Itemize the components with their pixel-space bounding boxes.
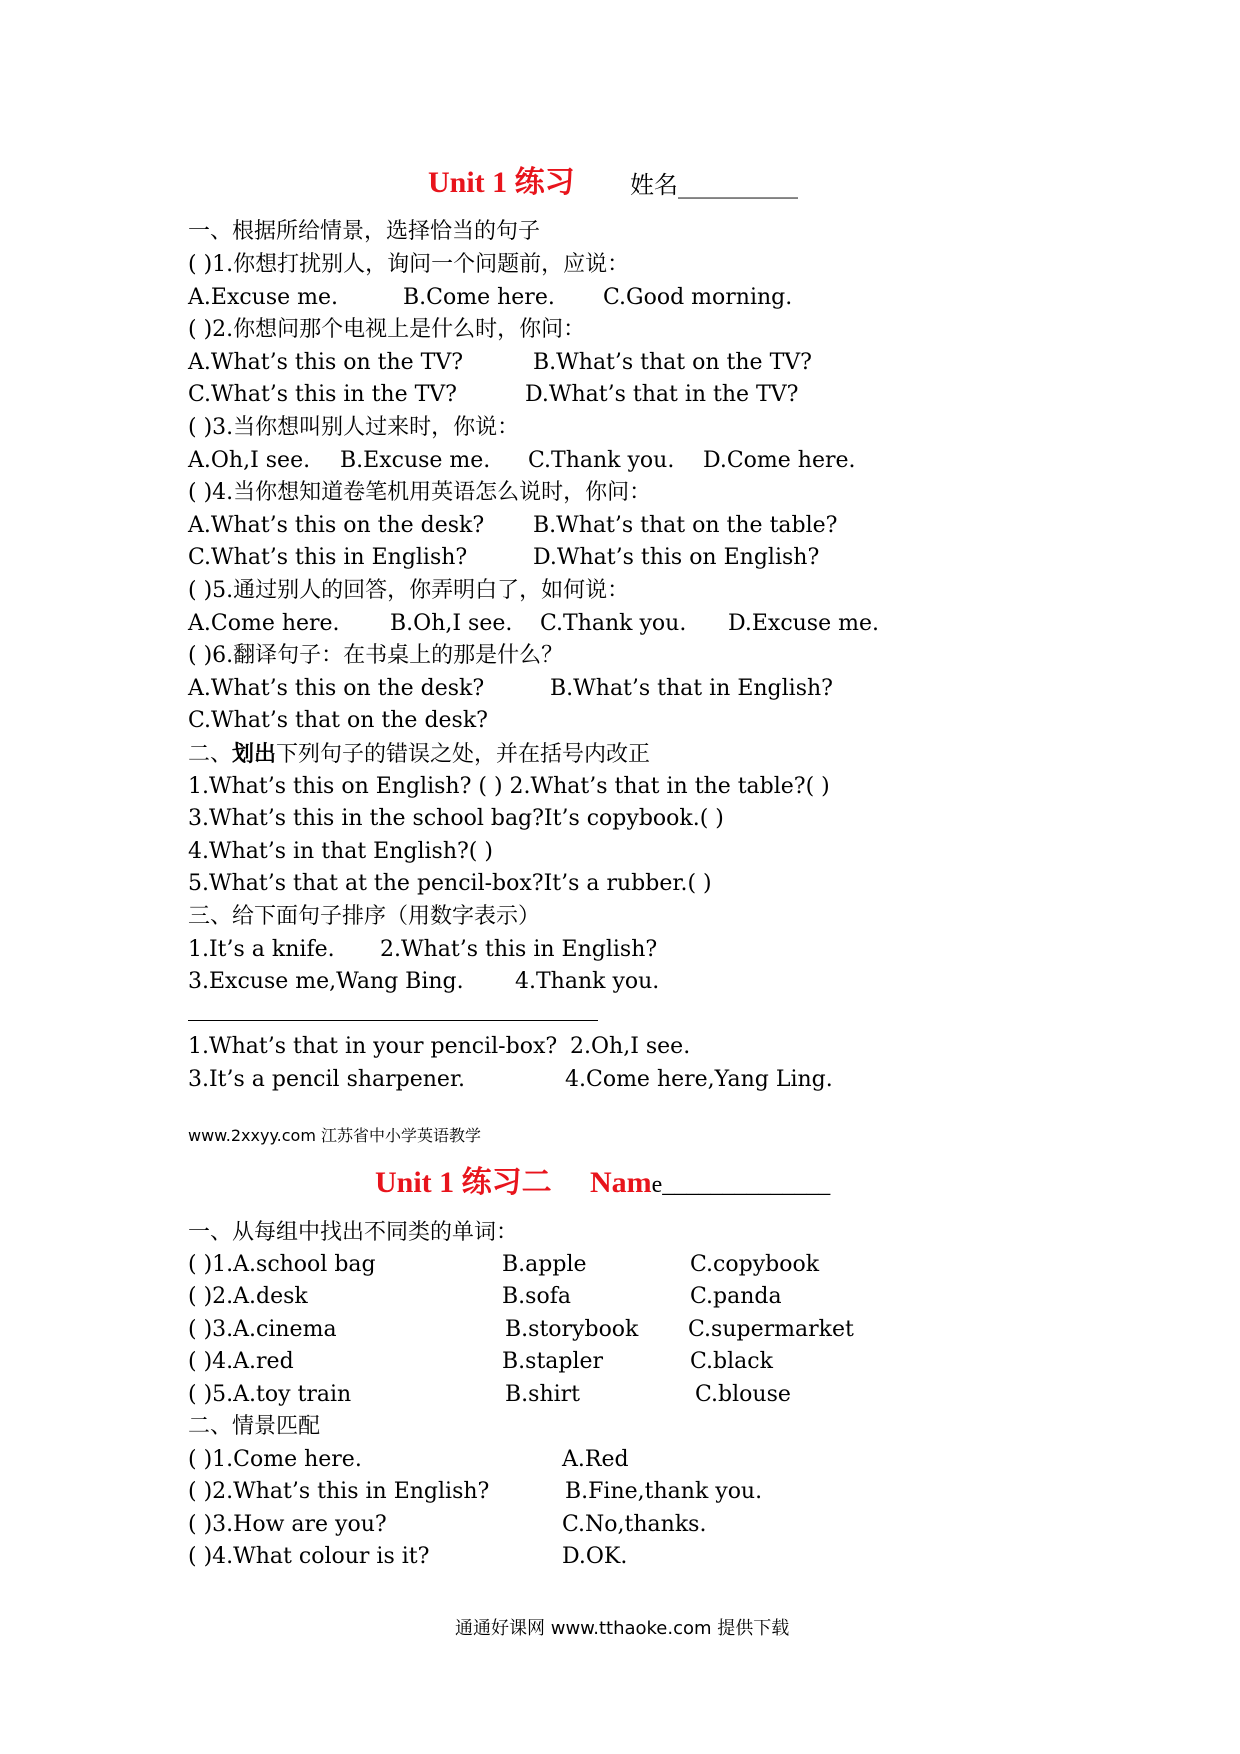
q3-option-d: D.Come here.: [703, 448, 856, 473]
page1-title: Unit 1 练习: [428, 166, 575, 199]
sec3-item-4: 4.Thank you.: [515, 969, 660, 994]
word-row-5-c: C.blouse: [695, 1382, 791, 1407]
page2-name-field: [590, 1165, 830, 1203]
sec2-heading-post: 下列句子的错误之处，并在括号内改正: [276, 742, 651, 767]
word-row-5-b: B.shirt: [505, 1382, 581, 1407]
footer-download-note: 通通好课网 www.tthaoke.com 提供下载: [455, 1618, 790, 1639]
q4-option-b: B.What’s that on the table?: [533, 513, 838, 538]
match-a-4: D.OK.: [562, 1544, 628, 1569]
q5-option-a: A.Come here.: [188, 611, 340, 636]
word-row-4-c: C.black: [690, 1349, 773, 1374]
q3-prompt: ( )3.当你想叫别人过来时，你说：: [188, 415, 520, 440]
q3-option-b: B.Excuse me.: [340, 448, 491, 473]
sec2-item-1-2: 1.What’s this on English? ( ) 2.What’s that in the table?( ): [188, 774, 830, 799]
q4-option-a: A.What’s this on the desk?: [188, 513, 485, 538]
word-row-1-a: ( )1.A.school bag: [188, 1252, 376, 1277]
sec2-item-5: 5.What’s that at the pencil-box?It’s a rubber.( ): [188, 871, 712, 896]
q3-option-a: A.Oh,I see.: [188, 448, 311, 473]
sec2-heading-pre: 二、: [188, 742, 233, 767]
q5-prompt: ( )5.通过别人的回答，你弄明白了，如何说：: [188, 578, 630, 603]
word-row-3-a: ( )3.A.cinema: [188, 1317, 337, 1342]
match-q-1: ( )1.Come here.: [188, 1447, 362, 1472]
q5-option-b: B.Oh,I see.: [390, 611, 513, 636]
q4-prompt: ( )4.当你想知道卷笔机用英语怎么说时，你问：: [188, 480, 652, 505]
page2-sec2-heading: 二、情景匹配: [188, 1414, 321, 1439]
sec2-item-4: 4.What’s in that English?( ): [188, 839, 493, 864]
page1-sec2-heading: [188, 739, 650, 770]
word-row-1-b: B.apple: [502, 1252, 587, 1277]
q2-option-d: D.What’s that in the TV?: [525, 382, 799, 407]
name-label-bold: Nam: [590, 1166, 652, 1199]
word-row-4-a: ( )4.A.red: [188, 1349, 294, 1374]
sec2-heading-bold: 划出: [232, 741, 277, 767]
q6-option-b: B.What’s that in English?: [550, 676, 833, 701]
q4-option-d: D.What’s this on English?: [533, 545, 820, 570]
word-row-2-c: C.panda: [690, 1284, 782, 1309]
q1-option-a: A.Excuse me.: [188, 285, 339, 310]
q1-prompt: ( )1.你想打扰别人，询问一个问题前，应说：: [188, 252, 630, 277]
q4-option-c: C.What’s this in English?: [188, 545, 468, 570]
word-row-1-c: C.copybook: [690, 1252, 820, 1277]
q2-prompt: ( )2.你想问那个电视上是什么时，你问：: [188, 317, 586, 342]
q2-option-b: B.What’s that on the TV?: [533, 350, 812, 375]
word-row-4-b: B.stapler: [502, 1349, 604, 1374]
q2-option-c: C.What’s this in the TV?: [188, 382, 457, 407]
page2-title: Unit 1 练习二: [375, 1166, 552, 1199]
sec3b-item-1: 1.What’s that in your pencil-box?: [188, 1034, 558, 1059]
sec3b-item-3: 3.It’s a pencil sharpener.: [188, 1067, 466, 1092]
page1-sec1-heading: 一、根据所给情景，选择恰当的句子: [188, 219, 541, 244]
sec2-item-3: 3.What’s this in the school bag?It’s copybook.( ): [188, 806, 724, 831]
page1-sec3-heading: 三、给下面句子排序（用数字表示）: [188, 904, 541, 929]
word-row-3-b: B.storybook: [505, 1317, 639, 1342]
sec3-item-3: 3.Excuse me,Wang Bing.: [188, 969, 464, 994]
sec3-item-1: 1.It’s a knife.: [188, 937, 335, 962]
q2-option-a: A.What’s this on the TV?: [188, 350, 464, 375]
sec3-item-2: 2.What’s this in English?: [380, 937, 658, 962]
q3-option-c: C.Thank you.: [528, 448, 675, 473]
word-row-2-a: ( )2.A.desk: [188, 1284, 308, 1309]
match-a-1: A.Red: [562, 1447, 629, 1472]
q6-prompt: ( )6.翻译句子：在书桌上的那是什么？: [188, 643, 564, 668]
word-row-5-a: ( )5.A.toy train: [188, 1382, 352, 1407]
website-note: www.2xxyy.com 江苏省中小学英语教学: [188, 1126, 481, 1145]
word-row-3-c: C.supermarket: [688, 1317, 854, 1342]
match-q-2: ( )2.What’s this in English?: [188, 1479, 490, 1504]
q6-option-a: A.What’s this on the desk?: [188, 676, 485, 701]
name-label-rest: e______________: [651, 1172, 831, 1198]
q1-option-b: B.Come here.: [403, 285, 555, 310]
sec3b-item-2: 2.Oh,I see.: [570, 1034, 691, 1059]
q5-option-d: D.Excuse me.: [728, 611, 879, 636]
q1-option-c: C.Good morning.: [603, 285, 793, 310]
page1-name-label: 姓名__________: [630, 171, 798, 199]
q5-option-c: C.Thank you.: [540, 611, 687, 636]
match-q-4: ( )4.What colour is it?: [188, 1544, 430, 1569]
match-q-3: ( )3.How are you?: [188, 1512, 387, 1537]
sec3b-item-4: 4.Come here,Yang Ling.: [565, 1067, 833, 1092]
answer-line: [188, 1020, 598, 1021]
word-row-2-b: B.sofa: [502, 1284, 571, 1309]
match-a-2: B.Fine,thank you.: [565, 1479, 763, 1504]
page2-sec1-heading: 一、从每组中找出不同类的单词：: [188, 1220, 519, 1245]
match-a-3: C.No,thanks.: [562, 1512, 707, 1537]
q6-option-c: C.What’s that on the desk?: [188, 708, 488, 733]
